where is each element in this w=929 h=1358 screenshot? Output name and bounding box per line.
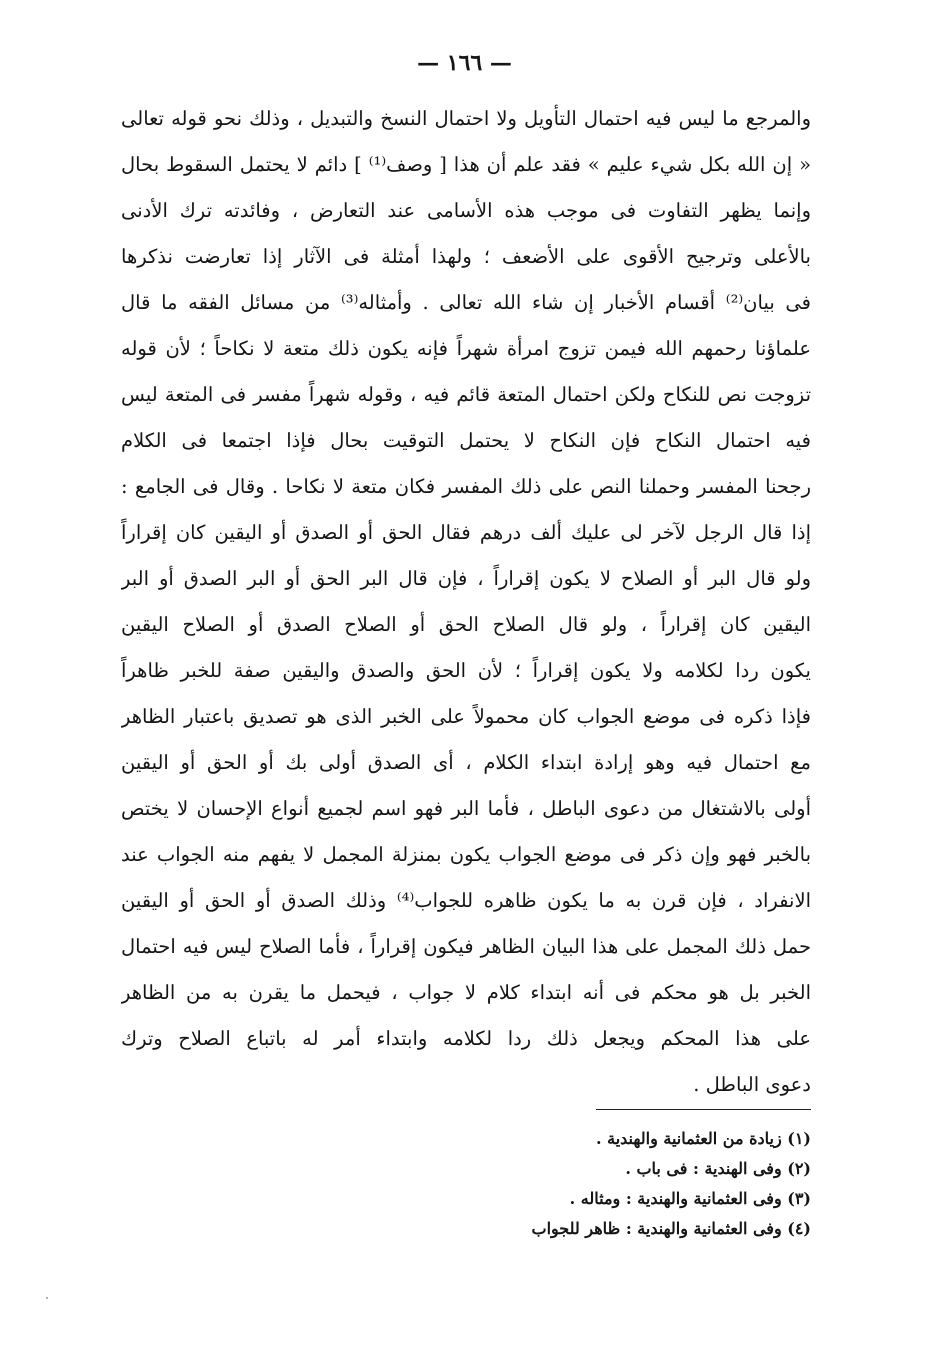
text-line-17: بالخبر فهو وإن ذكر فى موضع الجواب يكون بمنزلة المجمل لا يفهم منه الجواب عند xyxy=(121,843,811,866)
text-line-11: ولو قال البر أو الصلاح لا يكون إقراراً ، فإن قال البر الحق أو البر الصدق أو البر xyxy=(121,567,811,590)
text-line-16: أولى بالاشتغال من دعوى الباطل ، فأما البر فهو اسم لجميع أنواع الإحسان لا يختص xyxy=(121,797,811,820)
footnote-2: (٢) وفى الهندية : فى باب . xyxy=(625,1159,811,1178)
text-line-18: الانفراد ، فإن قرن به ما يكون ظاهره للجواب⁽⁴⁾ وذلك الصدق أو الحق أو اليقين xyxy=(121,889,811,912)
text-line-4: بالأعلى وترجيح الأقوى على الأضعف ؛ ولهذا أمثلة فى الآثار إذا تعارضت نذكرها xyxy=(121,245,811,268)
footnote-divider xyxy=(596,1109,811,1110)
footnote-4: (٤) وفى العثمانية والهندية : ظاهر للجواب xyxy=(531,1219,811,1238)
text-line-8: فيه احتمال النكاح فإن النكاح لا يحتمل التوقيت بحال فإذا اجتمعا فى الكلام xyxy=(121,429,811,452)
text-line-21: على هذا المحكم ويجعل ذلك ردا لكلامه وابتداء أمر له باتباع الصلاح وترك xyxy=(121,1027,811,1050)
main-text xyxy=(121,96,811,1108)
text-line-20: الخبر بل هو محكم فى أنه ابتداء كلام لا جواب ، فيحمل ما يقرن به من الظاهر xyxy=(121,981,811,1004)
text-line-10: إذا قال الرجل لآخر لى عليك ألف درهم فقال الحق أو الصدق أو اليقين كان إقراراً xyxy=(121,521,811,544)
text-line-12: اليقين كان إقراراً ، ولو قال الصلاح الحق أو الصلاح الصدق أو الصلاح اليقين xyxy=(121,613,811,636)
text-line-5: فى بيان⁽²⁾ أقسام الأخبار إن شاء الله تعالى . وأمثاله⁽³⁾ من مسائل الفقه ما قال xyxy=(121,291,811,314)
footnote-1: (١) زيادة من العثمانية والهندية . xyxy=(595,1129,811,1148)
text-line-19: حمل ذلك المجمل على هذا البيان الظاهر فيكون إقراراً ، فأما الصلاح ليس فيه احتمال xyxy=(121,935,811,958)
scan-speck xyxy=(46,1297,48,1299)
text-line-6: علماؤنا رحمهم الله فيمن تزوج امرأة شهراً فإنه يكون ذلك متعة لا نكاحاً ؛ لأن قوله xyxy=(121,337,811,360)
text-line-22: دعوى الباطل . xyxy=(693,1073,811,1096)
text-line-13: يكون ردا لكلامه ولا يكون إقراراً ؛ لأن الحق والصدق واليقين صفة للخبر ظاهراً xyxy=(121,659,811,682)
text-line-9: رجحنا المفسر وحملنا النص على ذلك المفسر فكان متعة لا نكاحا . وقال فى الجامع : xyxy=(121,475,811,498)
text-line-14: فإذا ذكره فى موضع الجواب كان محمولاً على الخبر الذى هو تصديق باعتبار الظاهر xyxy=(121,705,811,728)
page-number: — ١٦٦ — xyxy=(417,50,512,76)
text-line-3: وإنما يظهر التفاوت فى موجب هذه الأسامى عند التعارض ، وفائدته ترك الأدنى xyxy=(121,199,811,222)
footnotes xyxy=(420,1124,811,1244)
footnote-3: (٣) وفى العثمانية والهندية : ومثاله . xyxy=(569,1189,811,1208)
text-line-7: تزوجت نص للنكاح ولكن احتمال المتعة قائم فيه ، وقوله شهراً مفسر فى المتعة ليس xyxy=(121,383,811,406)
text-line-2: « إن الله بكل شيء عليم » فقد علم أن هذا [ وصف⁽¹⁾ ] دائم لا يحتمل السقوط بحال xyxy=(121,153,811,176)
text-line-15: مع احتمال فيه وهو إرادة ابتداء الكلام ، أى الصدق أولى بك أو الحق أو اليقين xyxy=(121,751,811,774)
text-line-1: والمرجع ما ليس فيه احتمال التأويل ولا احتمال النسخ والتبديل ، وذلك نحو قوله تعالى xyxy=(121,107,811,130)
